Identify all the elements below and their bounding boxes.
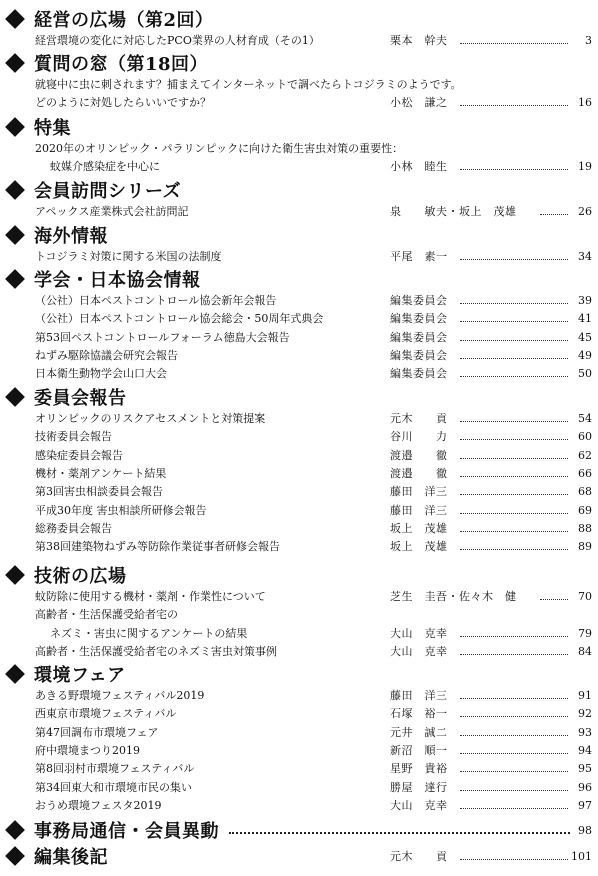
section-title: 特集: [34, 118, 71, 139]
page-number: 96: [578, 780, 592, 794]
page-number: 84: [578, 644, 592, 658]
section-heading: [5, 177, 181, 203]
section-heading: [5, 384, 127, 410]
diamond-bullet-icon: [5, 664, 25, 684]
entry-title: アペックス産業株式会社訪問記: [35, 205, 189, 218]
author: 谷川 力: [390, 430, 448, 444]
diamond-bullet-icon: [5, 53, 25, 73]
dot-leader: [460, 340, 568, 341]
dot-leader: [460, 771, 568, 772]
toc-entry[interactable]: [0, 706, 598, 722]
dot-leader: [460, 790, 568, 791]
entry-title: 第3回害虫相談委員会報告: [35, 485, 163, 499]
entry-title: 第47回調布市環境フェア: [35, 725, 159, 739]
entry-title: 第38回建築物ねずみ等防除作業従事者研修会報告: [35, 540, 280, 554]
page-number: 101: [571, 850, 592, 863]
dot-leader: [460, 358, 568, 359]
author: 元木 貢: [390, 412, 448, 425]
section-heading: [5, 114, 71, 140]
page-number: 62: [578, 448, 592, 462]
page-number: 88: [578, 521, 592, 535]
toc-entry[interactable]: [0, 141, 598, 157]
author: 大山 克幸: [390, 798, 448, 812]
page-number: 95: [578, 762, 592, 776]
author: 芝生 圭吾・佐々木 健: [390, 590, 517, 603]
page-number: 97: [578, 798, 592, 812]
page-number: 39: [578, 294, 592, 307]
entry-title: 就寝中に虫に刺されます？捕まえてインターネットで調べたらトコジラミのようです。: [35, 78, 462, 91]
dot-leader: [460, 859, 568, 860]
dot-leader: [460, 321, 568, 322]
entry-title: 府中環境まつり2019: [35, 743, 140, 757]
dot-leader: [460, 531, 568, 532]
dot-leader: [460, 169, 568, 170]
entry-title: どのように対処したらいいですか？: [35, 96, 211, 110]
page-number: 66: [578, 466, 592, 480]
author: 大山 克幸: [390, 644, 448, 658]
toc-entry[interactable]: [0, 429, 598, 445]
page-number: 92: [578, 707, 592, 721]
toc-entry[interactable]: [0, 366, 598, 382]
entry-title: 蚊媒介感染症を中心に: [50, 160, 160, 174]
dot-leader: [460, 303, 568, 304]
toc-entry[interactable]: [0, 626, 598, 642]
section-heading: [5, 661, 126, 687]
diamond-bullet-icon: [5, 117, 25, 137]
author: 元井 誠二: [390, 725, 448, 739]
dot-leader: [229, 832, 570, 834]
author: 勝屋 達行: [390, 780, 448, 794]
toc-entry[interactable]: [0, 644, 598, 660]
dot-leader: [460, 735, 568, 736]
toc-entry[interactable]: [0, 521, 598, 537]
entry-title: 第8回羽村市環境フェスティバル: [35, 762, 195, 776]
author: 泉 敏夫・坂上 茂雄: [390, 205, 517, 218]
page-number: 49: [578, 348, 592, 362]
entry-title: 2020年のオリンピック・パラリンピックに向けた衛生害虫対策の重要性：: [35, 142, 404, 155]
dot-leader: [460, 421, 568, 422]
toc-entry[interactable]: [0, 761, 598, 777]
page-number: 19: [578, 160, 592, 174]
entry-title: （公社）日本ペストコントロール協会総会・50周年式典会: [35, 312, 324, 326]
author: 編集委員会: [390, 312, 448, 326]
author: 渡邉 徹: [390, 448, 448, 462]
toc-entry[interactable]: [0, 688, 598, 704]
page-number: 16: [578, 96, 592, 110]
entry-title: 第34回東大和市環境市民の集い: [35, 780, 192, 794]
section-heading: [5, 222, 108, 248]
diamond-bullet-icon: [5, 180, 25, 200]
entry-title: 経営環境の変化に対応したPCO業界の人材育成（その1）: [35, 34, 320, 47]
toc-entry[interactable]: [0, 466, 598, 482]
entry-title: 高齢者・生活保護受給者宅のネズミ害虫対策事例: [35, 644, 277, 658]
author: 藤田 洋三: [390, 503, 448, 517]
author: 新沼 順一: [390, 743, 448, 757]
toc-entry[interactable]: [0, 484, 598, 500]
page-number: 26: [578, 205, 592, 218]
dot-leader: [540, 214, 568, 215]
toc-entry[interactable]: [0, 249, 598, 265]
author: 坂上 茂雄: [390, 521, 448, 535]
page-number: 34: [578, 250, 592, 263]
page-number: 54: [578, 412, 592, 425]
entry-title: 蚊防除に使用する機材・薬剤・作業性について: [35, 590, 266, 603]
dot-leader: [460, 654, 568, 655]
toc-entry[interactable]: [0, 725, 598, 741]
page-number: 94: [578, 743, 592, 757]
dot-leader: [460, 376, 568, 377]
toc-entry[interactable]: [0, 448, 598, 464]
entry-title: 高齢者・生活保護受給者宅の: [35, 608, 178, 622]
toc-entry[interactable]: [0, 503, 598, 519]
diamond-bullet-icon: [5, 565, 25, 585]
dot-leader: [460, 259, 568, 260]
page-number: 91: [578, 689, 592, 702]
author: 小松 謙之: [390, 96, 448, 110]
page-number: 89: [578, 540, 592, 554]
page-number: 68: [578, 485, 592, 499]
page-number: 60: [578, 430, 592, 444]
entry-title: 日本衛生動物学会山口大会: [35, 367, 167, 381]
toc-entry[interactable]: [0, 780, 598, 796]
dot-leader: [460, 476, 568, 477]
author: 坂上 茂雄: [390, 540, 448, 554]
section-title: 委員会報告: [34, 388, 127, 409]
author: 大山 克幸: [390, 626, 448, 640]
author: 平尾 素一: [390, 250, 448, 263]
diamond-bullet-icon: [5, 269, 25, 289]
dot-leader: [460, 549, 568, 550]
page-number: 3: [585, 34, 592, 47]
page-number: 69: [578, 503, 592, 517]
toc-entry[interactable]: [0, 33, 598, 49]
toc-entry[interactable]: [0, 77, 598, 93]
author: 栗本 幹夫: [390, 34, 448, 47]
page-number: 93: [578, 725, 592, 739]
page-number: 79: [578, 626, 592, 640]
dot-leader: [460, 513, 568, 514]
diamond-bullet-icon: [5, 9, 25, 29]
section-title: 学会・日本協会情報: [34, 270, 201, 291]
author: 編集委員会: [390, 330, 448, 344]
toc-entry[interactable]: [0, 159, 598, 175]
entry-title: おうめ環境フェスタ2019: [35, 798, 162, 812]
dot-leader: [460, 439, 568, 440]
section-heading: [5, 817, 592, 843]
entry-title: 平成30年度 害虫相談所研修会報告: [35, 503, 207, 517]
dot-leader: [460, 43, 568, 44]
author: 藤田 洋三: [390, 689, 448, 702]
author: 元木 貢: [390, 850, 448, 863]
dot-leader: [460, 753, 568, 754]
entry-title: あきる野環境フェスティバル2019: [35, 689, 205, 702]
dot-leader: [460, 494, 568, 495]
section-heading: [5, 6, 214, 32]
entry-title: 技術委員会報告: [35, 430, 112, 444]
section-title: 質問の窓（第18回）: [34, 54, 209, 75]
section-heading: [5, 266, 201, 292]
diamond-bullet-icon: [5, 225, 25, 245]
entry-title: 第53回ペストコントロールフォーラム徳島大会報告: [35, 330, 290, 344]
page-number: 70: [578, 590, 592, 603]
toc-entry[interactable]: [0, 589, 598, 605]
author: 渡邉 徹: [390, 466, 448, 480]
section-heading: [5, 562, 127, 588]
dot-leader: [460, 808, 568, 809]
entry-title: オリンピックのリスクアセスメントと対策提案: [35, 412, 266, 425]
section-title: 海外情報: [34, 226, 108, 247]
dot-leader: [460, 716, 568, 717]
toc-entry[interactable]: [0, 95, 598, 111]
section-title: 会員訪問シリーズ: [34, 181, 182, 202]
entry-title: 西東京市環境フェスティバル: [35, 707, 177, 721]
dot-leader: [540, 599, 568, 600]
page-number: 50: [578, 367, 592, 381]
dot-leader: [460, 636, 568, 637]
entry-title: ネズミ・害虫に関するアンケートの結果: [50, 626, 248, 640]
author: 編集委員会: [390, 294, 448, 307]
toc-entry[interactable]: [0, 348, 598, 364]
author: 編集委員会: [390, 348, 448, 362]
toc-entry[interactable]: [0, 849, 598, 865]
page-number: 98: [578, 823, 592, 837]
toc-entry[interactable]: [0, 330, 598, 346]
toc-entry[interactable]: [0, 607, 598, 623]
page-number: 45: [578, 330, 592, 344]
dot-leader: [460, 698, 568, 699]
author: 小林 睦生: [390, 160, 448, 174]
section-title: 環境フェア: [34, 665, 126, 686]
section-title: 編集後記: [34, 847, 108, 868]
entry-title: 感染症委員会報告: [35, 448, 123, 462]
section-title: 経営の広場（第2回）: [34, 10, 214, 31]
section-title: 技術の広場: [34, 566, 127, 587]
entry-title: （公社）日本ペストコントロール協会新年会報告: [35, 294, 277, 307]
toc-entry[interactable]: [0, 798, 598, 814]
toc-entry[interactable]: [0, 539, 598, 555]
author: 編集委員会: [390, 367, 448, 381]
author: 星野 貴裕: [390, 762, 448, 776]
dot-leader: [460, 105, 568, 106]
toc-entry[interactable]: [0, 204, 598, 220]
toc-entry[interactable]: [0, 311, 598, 327]
toc-entry[interactable]: [0, 411, 598, 427]
toc-entry[interactable]: [0, 293, 598, 309]
diamond-bullet-icon: [5, 387, 25, 407]
entry-title: 総務委員会報告: [35, 521, 112, 535]
section-heading: [5, 50, 208, 76]
author: 石塚 裕一: [390, 707, 448, 721]
entry-title: ねずみ駆除協議会研究会報告: [35, 348, 178, 362]
section-title: 事務局通信・会員異動: [34, 821, 219, 842]
diamond-bullet-icon: [5, 820, 25, 840]
entry-title: トコジラミ対策に関する米国の法制度: [35, 250, 222, 263]
dot-leader: [460, 458, 568, 459]
entry-title: 機材・薬剤アンケート結果: [35, 466, 167, 480]
page-number: 41: [578, 312, 592, 326]
author: 藤田 洋三: [390, 485, 448, 499]
toc-entry[interactable]: [0, 743, 598, 759]
